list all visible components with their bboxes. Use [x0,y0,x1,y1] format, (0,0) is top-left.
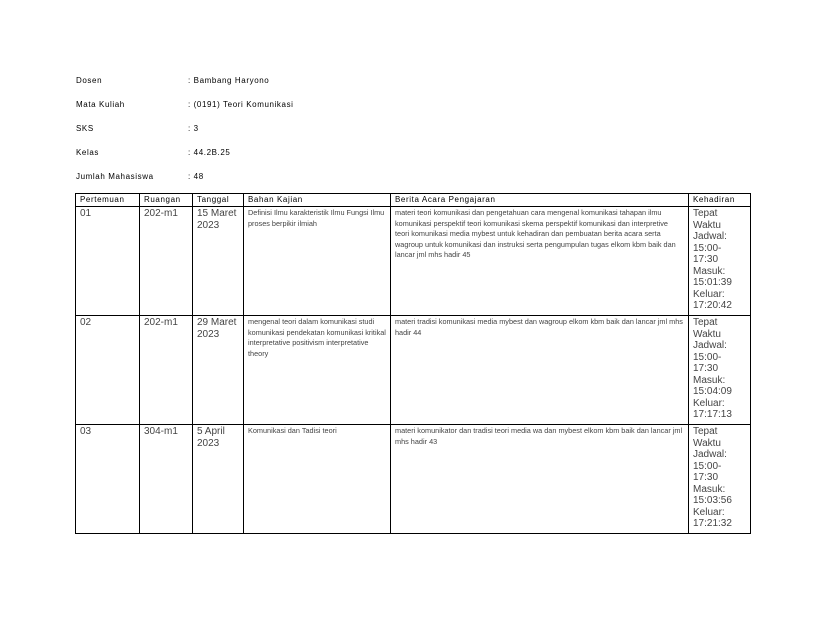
column-header-bahan-kajian: Bahan Kajian [244,194,391,207]
tanggal-cell: 29 Maret 2023 [193,316,244,425]
info-value: : 48 [188,172,204,181]
berita-acara-cell: materi komunikator dan tradisi teori media wa dan mybest elkom kbm baik dan lancar jml mhs hadir 43 [391,425,689,534]
pertemuan-cell: 01 [76,207,140,316]
kehadiran-line: Waktu [693,437,721,449]
kehadiran-line: 15:04:09 [693,386,732,397]
kehadiran-line: 15:00- [693,351,722,363]
kehadiran-line: 17:30 [693,254,719,265]
info-value: : Bambang Haryono [188,76,270,85]
ruangan-cell: 202-m1 [140,316,193,425]
kehadiran-line: Keluar: [693,288,725,300]
info-label: Jumlah Mahasiswa [76,172,154,181]
table-row [76,425,751,534]
kehadiran-line: 17:30 [693,472,719,483]
bahan-kajian-cell: mengenal teori dalam komunikasi studi komunikasi pendekatan komunikasi kritikal interpretative positivism interpretative theory [244,316,391,425]
info-label: Mata Kuliah [76,100,125,109]
tanggal-cell: 15 Maret 2023 [193,207,244,316]
info-value: : 3 [188,124,199,133]
tanggal-cell: 5 April 2023 [193,425,244,534]
column-header-ruangan: Ruangan [140,194,193,207]
kehadiran-line: Tepat [693,208,718,219]
berita-acara-cell: materi teori komunikasi dan pengetahuan cara mengenal komunikasi tahapan ilmu komunikasi perspektif teori komunikasi skema perspektif komunikasi dan interpretive teori komunikasi media mybest untuk kehadiran dan pembuatan berita acara serta wagroup untuk komunikasi dan instruksi serta pengumpulan tugas elkom kbm baik dan lancar jml mhs hadir 45 [391,207,689,316]
column-header-kehadiran: Kehadiran [689,194,751,207]
kehadiran-line: Keluar: [693,506,725,518]
info-row-kelas [76,147,756,171]
kehadiran-line: Tepat [693,426,718,437]
course-info [76,75,756,195]
kehadiran-line: 17:30 [693,363,719,374]
info-label: Kelas [76,148,100,157]
kehadiran-line: Masuk: [693,483,726,495]
ruangan-cell: 304-m1 [140,425,193,534]
column-header-pertemuan: Pertemuan [76,194,140,207]
table-row [76,316,751,425]
info-value: : 44.2B.25 [188,148,231,157]
kehadiran-line: Keluar: [693,397,725,409]
kehadiran-line: Jadwal: [693,340,727,351]
column-header-tanggal: Tanggal [193,194,244,207]
kehadiran-line: Masuk: [693,374,726,386]
kehadiran-line: Waktu [693,328,721,340]
kehadiran-line: 15:00- [693,242,722,254]
kehadiran-cell [689,316,751,425]
info-row-dosen [76,75,756,99]
table-row [76,207,751,316]
column-header-berita-acara: Berita Acara Pengajaran [391,194,689,207]
info-value: : (0191) Teori Komunikasi [188,100,294,109]
ruangan-cell: 202-m1 [140,207,193,316]
info-label: SKS [76,124,94,133]
kehadiran-line: Jadwal: [693,449,727,460]
kehadiran-line: Waktu [693,219,721,231]
meeting-table [75,193,751,534]
kehadiran-line: Masuk: [693,265,726,277]
kehadiran-line: 15:03:56 [693,495,732,506]
kehadiran-line: 15:00- [693,460,722,472]
info-row-jumlah-mahasiswa [76,171,756,195]
kehadiran-line: Tepat [693,317,718,328]
kehadiran-line: 15:01:39 [693,277,732,288]
kehadiran-line: Jadwal: [693,231,727,242]
kehadiran-line: 17:20:42 [693,300,732,311]
kehadiran-line: 17:21:32 [693,518,732,529]
pertemuan-cell: 03 [76,425,140,534]
bahan-kajian-cell: Definisi Ilmu karakteristik Ilmu Fungsi Ilmu proses berpikir ilmiah [244,207,391,316]
info-row-mata-kuliah [76,99,756,123]
table-header-row [76,194,751,207]
pertemuan-cell: 02 [76,316,140,425]
info-label: Dosen [76,76,103,85]
info-row-sks [76,123,756,147]
berita-acara-cell: materi tradisi komunikasi media mybest dan wagroup elkom kbm baik dan lancar jml mhs hadir 44 [391,316,689,425]
bahan-kajian-cell: Komunikasi dan Tadisi teori [244,425,391,534]
kehadiran-cell [689,207,751,316]
kehadiran-line: 17:17:13 [693,409,732,420]
kehadiran-cell [689,425,751,534]
